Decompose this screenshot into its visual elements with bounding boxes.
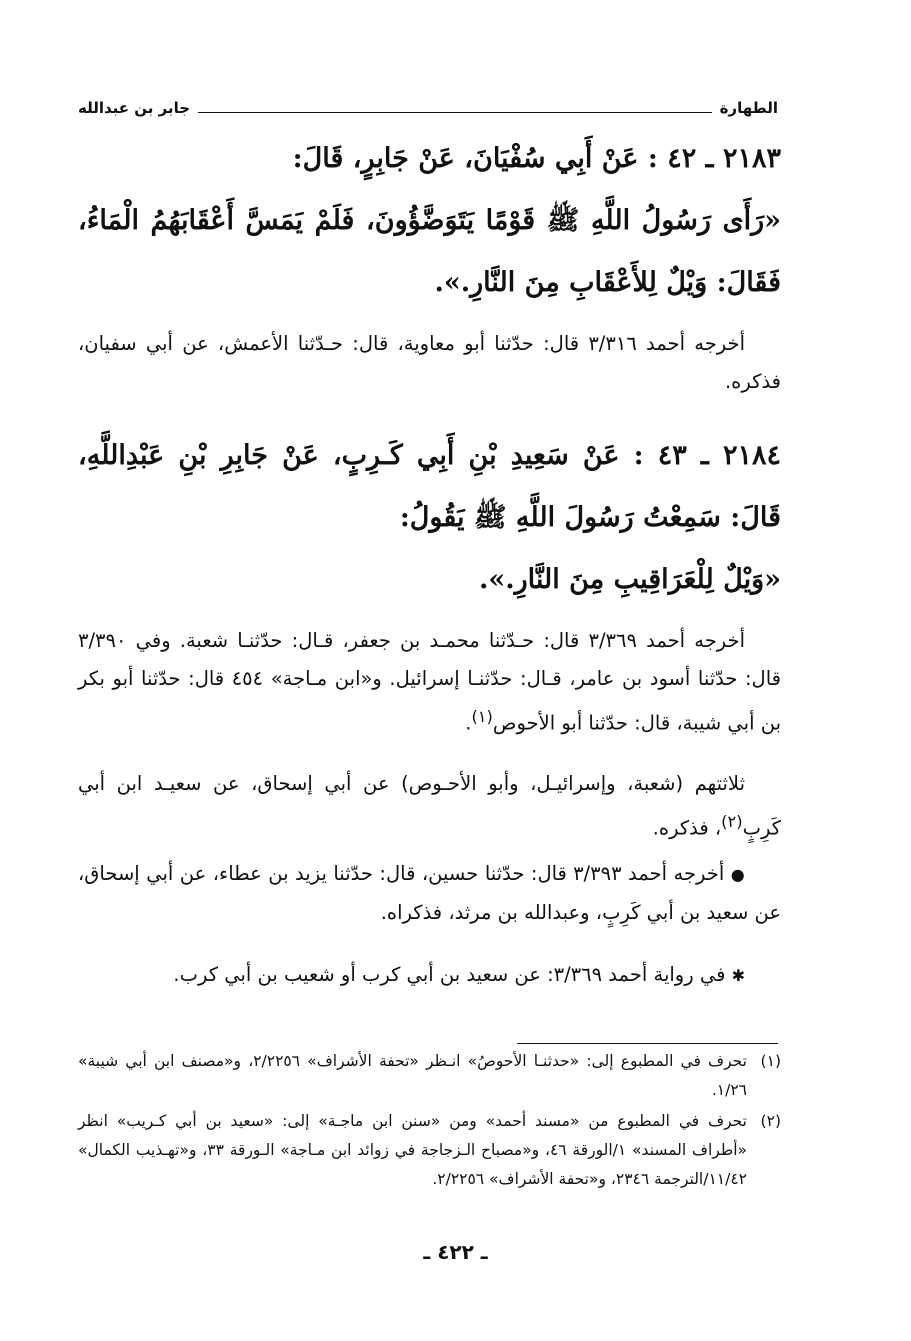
thalathatuhum-text: ثلاثتهم (شعبة، وإسرائيـل، وأبو الأحـوص) عن أبي إسحاق، عن سعيـد ابن أبي كَرِبٍ — [78, 772, 781, 840]
takhrij-paragraph — [78, 622, 781, 743]
hadith-number: ٢١٨٣ ـ ٤٢ : — [647, 143, 781, 174]
bullet-dot-icon: ● — [730, 865, 745, 884]
takhrij-2183 — [78, 325, 781, 401]
footnote-separator — [517, 1043, 778, 1044]
takhrij-text: أخرجه أحمد ٣/٣١٦ قال: حدّثنا أبو معاوية، قال: حـدّثنا الأعمش، عن أبي سفيان، فذكره. — [78, 332, 781, 393]
hadith-2183 — [78, 128, 781, 314]
thalathatuhum-end: ، فذكره. — [652, 816, 722, 840]
footnotes — [78, 1047, 781, 1194]
note-riwaya — [78, 956, 781, 995]
hadith-2184 — [78, 425, 781, 611]
footnote-2 — [78, 1107, 781, 1194]
note-paragraph — [78, 956, 781, 995]
note-text: في رواية أحمد ٣/٣٦٩: عن سعيد بن أبي كرب أو شعيب بن أبي كرب. — [173, 963, 732, 986]
footnote-ref-1[interactable]: (١) — [471, 707, 493, 726]
footnote-mark: (١) — [760, 1052, 781, 1070]
page-number: ـ ٤٢٢ ـ — [423, 1240, 488, 1264]
thalathatuhum-text-wrap — [78, 765, 781, 848]
takhrij-2184 — [78, 622, 781, 743]
hadith-number: ٢١٨٤ ـ ٤٣ : — [633, 440, 781, 471]
takhrij-text: أخرجه أحمد ٣/٣٦٩ قال: حـدّثنا محمـد بن جعفر، قـال: حدّثنـا شعبة. وفي ٣/٣٩٠ قال: حدّثنا أسود بن عامر، قـال: حدّثنـا إسرائيل. و«ابن مـاجة» ٤٥٤ قال: حدّثنا أبو بكر بن أبي شيبة، قال: حدّثنا أبو الأحوص — [78, 629, 781, 735]
takhrij-end: . — [465, 711, 472, 735]
footnote-ref-2[interactable]: (٢) — [721, 812, 743, 831]
running-header — [78, 96, 778, 120]
footnote-text: تحرف في المطبوع من «مسند أحمد» ومن «سنن ابن ماجـة» إلى: «سعيد بن أبي كـريب» انظر «أطراف المسند» ١/الورقة ٤٦، و«مصباح الـزجاجة في زوائد ابن مـاجة» الـورقة ٣٣، و«تهـذيب الكمال» ١١/٤٢/الترجمة ٢٣٤٦، و«تحفة الأشراف» ٢/٢٢٥٦. — [78, 1112, 747, 1188]
footnote-1 — [78, 1047, 781, 1105]
footnote-text: تحرف في المطبوع إلى: «حدثنـا الأحوصُ» انـظر «تحفة الأشراف» ٢/٢٢٥٦، و«مصنف ابن أبي شيبة» ١/٢٦. — [78, 1052, 747, 1099]
header-narrator-title: جابر بن عبدالله — [78, 99, 191, 117]
bullet-text: أخرجه أحمد ٣/٣٩٣ قال: حدّثنا حسين، قال: حدّثنا يزيد بن عطاء، عن أبي إسحاق، عن سعيد بن أبي كَرِبٍ، وعبدالله بن مرثد، فذكراه. — [78, 862, 781, 924]
hadith-matn: «رَأَى رَسُولُ اللَّهِ ﷺ قَوْمًا يَتَوَضَّؤُونَ، فَلَمْ يَمَسَّ أَعْقَابَهُمُ الْمَاءُ، فَقَالَ: وَيْلٌ لِلأَعْقَابِ مِنَ النَّارِ.». — [78, 205, 781, 298]
bullet-ahmad-393 — [78, 855, 781, 932]
bullet-paragraph — [78, 855, 781, 932]
header-chapter-title: الطهارة — [719, 99, 778, 117]
hadith-isnad: عَنْ سَعِيدِ بْنِ أَبِي كَـرِبٍ، عَنْ جَابِرِ بْنِ عَبْدِاللَّهِ، قَالَ: سَمِعْتُ رَسُولَ اللَّهِ ﷺ يَقُولُ: — [78, 440, 781, 533]
header-rule — [198, 112, 712, 113]
hadith-isnad: عَنْ أَبِي سُفْيَانَ، عَنْ جَابِرٍ، قَالَ: — [292, 143, 648, 174]
thalathatuhum-paragraph — [78, 765, 781, 848]
asterisk-icon: ✱ — [731, 966, 745, 985]
hadith-matn: «وَيْلٌ لِلْعَرَاقِيبِ مِنَ النَّارِ.». — [478, 564, 781, 595]
footnote-mark: (٢) — [760, 1112, 781, 1130]
